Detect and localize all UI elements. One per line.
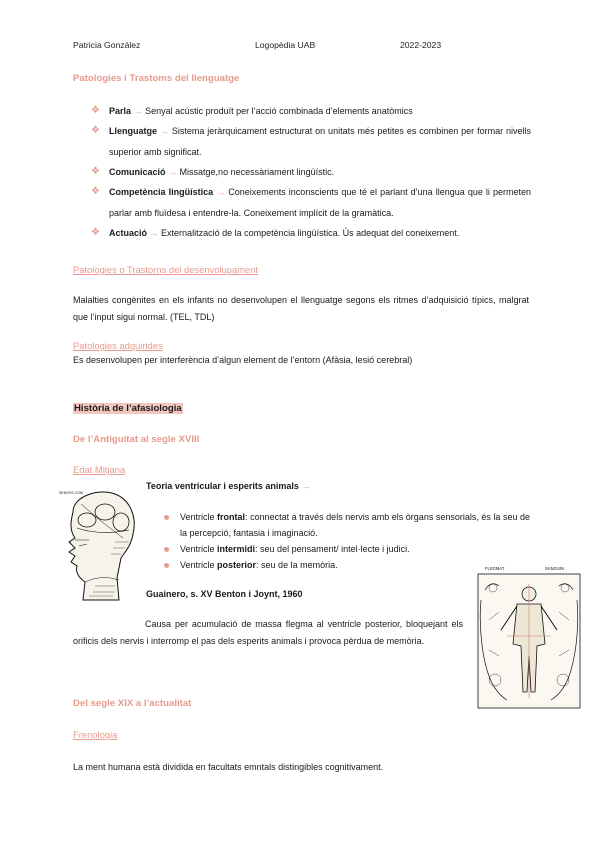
- definition: Coneixements inconscients que té el parlant d’una llengua que li permeten parlar amb fluïdesa i entendre-la. Coneixement implícit de la gramàtica.: [109, 187, 531, 218]
- term: Llenguatge: [109, 126, 158, 136]
- arrow-icon: →: [168, 167, 178, 177]
- history-subtitle: De l’Antiguitat al segle XVIII: [73, 434, 200, 445]
- section-title-patologies: Patologies i Trastoms del llenguatge: [73, 73, 240, 84]
- term: Competència lingüística: [109, 187, 214, 197]
- header-subject: Logopèdia UAB: [255, 40, 316, 50]
- section-title-desenvolupament: Patologies o Trastorns del desenvolupament: [73, 264, 259, 275]
- diamond-bullet-icon: ❖: [91, 166, 100, 177]
- theory-title: [146, 481, 310, 491]
- list-item: [91, 162, 531, 183]
- humoral-figure-illustration: [477, 560, 581, 710]
- term: Comunicació: [109, 167, 166, 177]
- list-item: [91, 182, 531, 223]
- diamond-bullet-icon: ❖: [91, 105, 100, 116]
- modern-subtitle: Del segle XIX a l’actualitat: [73, 698, 192, 709]
- list-item: [91, 121, 531, 162]
- bullet-dot-icon: [164, 515, 169, 520]
- header-year: 2022-2023: [400, 40, 442, 50]
- figure-label-right: SANGUIN: [545, 566, 565, 571]
- diamond-bullet-icon: ❖: [91, 227, 100, 238]
- term: Parla: [109, 106, 132, 116]
- ventricle-desc: : seu de la memòria.: [256, 560, 338, 570]
- topic-frenologia: Frenologia: [73, 729, 118, 740]
- ventricle-desc: : connectat a través dels nervis amb els òrgans sensorials, és la seu de la percepció, fantasia i imaginació.: [180, 512, 530, 538]
- citation: Guainero, s. XV Benton i Joynt, 1960: [146, 589, 303, 599]
- ventricle-name: intermidi: [217, 544, 256, 554]
- list-item: [164, 541, 530, 557]
- definition: Sistema jeràrquicament estructurat on unitats més petites es combinen per formar nivells superior amb significat.: [109, 126, 531, 157]
- ventricle-desc: : seu del pensament/ intel·lecte i judici.: [255, 544, 410, 554]
- header-author: Patricia González: [73, 40, 141, 50]
- list-item: [164, 557, 530, 573]
- arrow-icon: →: [159, 126, 169, 136]
- theory-text: Teoria ventricular i esperits animals: [146, 481, 299, 491]
- bullet-dot-icon: [164, 563, 169, 568]
- paragraph-desenvolupament: Malalties congènites en els infants no desenvolupen el llenguatge segons els ritmes d’adquisició típics, malgrat que l’input sigui normal. (TEL, TDL): [73, 295, 529, 322]
- paragraph-frenologia: La ment humana està dividida en facultats emntals distingibles cognitivament.: [73, 762, 384, 772]
- ventricle-prefix: Ventricle: [180, 512, 218, 522]
- arrow-icon: →: [133, 106, 143, 116]
- definition: Missatge,no necessàriament lingüístic.: [179, 167, 335, 177]
- term: Actuació: [109, 228, 148, 238]
- definition: Externalització de la competència lingüística. Ús adequat del coneixement.: [161, 228, 460, 238]
- list-item: [164, 509, 530, 541]
- history-title: Història de l’afasiologia: [74, 403, 182, 414]
- paragraph-adquirides: Es desenvolupen per interferència d’algun element de l’entorn (Afàsia, lesió cerebral): [73, 355, 413, 365]
- list-item: [91, 101, 531, 122]
- diamond-bullet-icon: ❖: [91, 186, 100, 197]
- definition: Senyal acústic produït per l’acció combinada d’elements anatòmics: [145, 106, 413, 116]
- ventricle-prefix: Ventricle: [180, 560, 218, 570]
- figure-label-left: FLEGMAT: [485, 566, 505, 571]
- ventricle-name: posterior: [217, 560, 257, 570]
- ventricular-head-illustration: [55, 482, 150, 607]
- paragraph-cause: Causa per acumulació de massa flegma al ventricle posterior, bloquejant els orificis dels nervis i interromp el pas dels esperits animals i provoca pèrdua de memòria.: [73, 619, 463, 646]
- period-title: Edat Mitjana: [73, 464, 126, 475]
- ventricle-name: frontal: [217, 512, 246, 522]
- ventricle-prefix: Ventricle: [180, 544, 218, 554]
- arrow-icon: →: [216, 187, 226, 197]
- arrow-icon: →: [301, 481, 311, 491]
- bullet-dot-icon: [164, 547, 169, 552]
- diamond-bullet-icon: ❖: [91, 125, 100, 136]
- list-item: [91, 223, 531, 244]
- head-label: SENSVS COM: [59, 491, 83, 495]
- arrow-icon: →: [149, 228, 159, 238]
- section-title-adquirides: Patologies adquirides: [73, 340, 163, 351]
